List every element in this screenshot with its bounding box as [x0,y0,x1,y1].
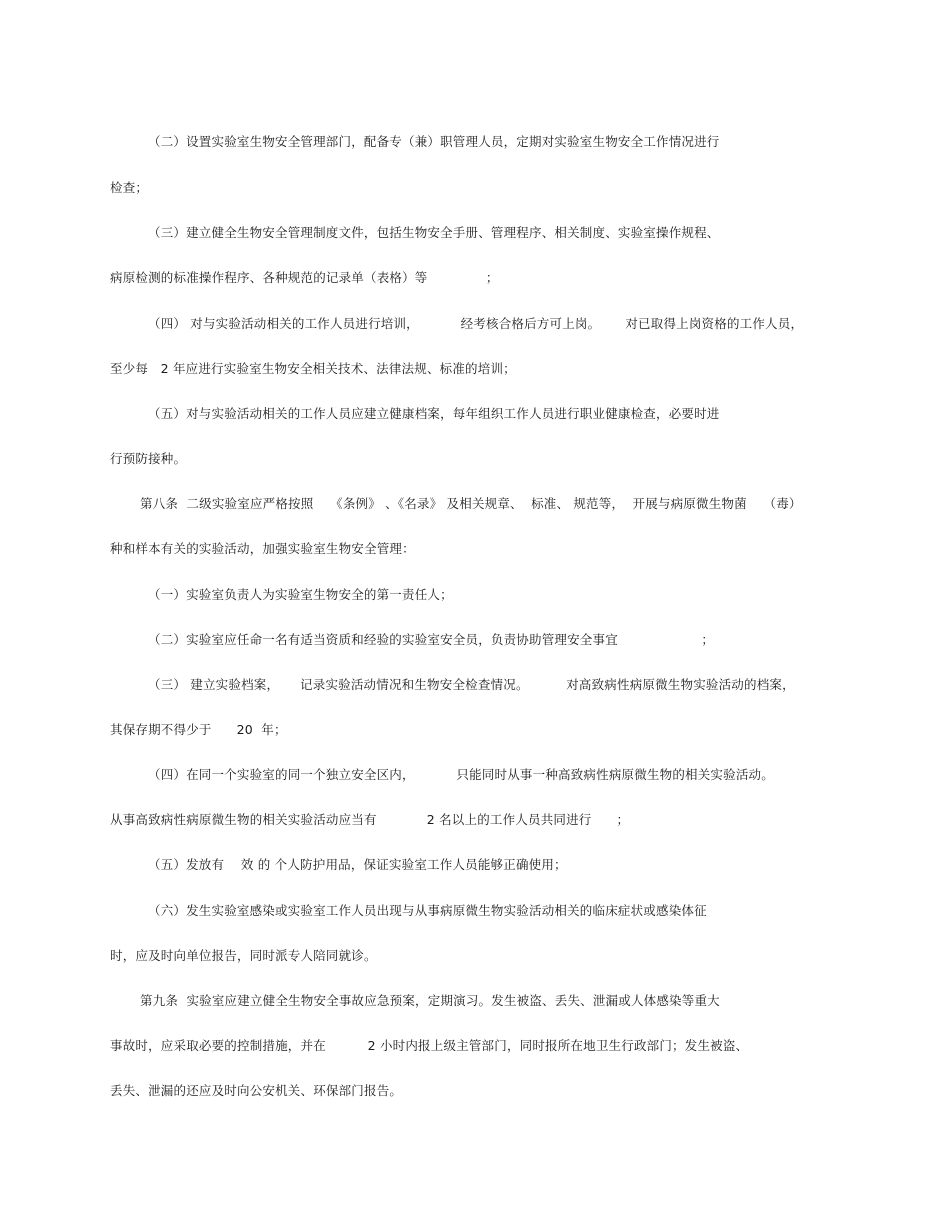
paragraph-line: （四）在同一个实验室的同一个独立安全区内， 只能同时从事一种高致病性病原微生物的相关实验活动。 [148,767,774,782]
paragraph-line: （一）实验室负责人为实验室生物安全的第一责任人； [148,587,453,602]
paragraph-line: （五）对与实验活动相关的工作人员应建立健康档案，每年组织工作人员进行职业健康检查，必要时进 [148,406,720,421]
paragraph-line: （五）发放有 效 的 个人防护用品，保证实验室工作人员能够正确使用； [148,857,567,872]
paragraph-line: 种和样本有关的实验活动，加强实验室生物安全管理： [110,541,415,556]
paragraph-line: 病原检测的标准操作程序、各种规范的记录单（表格）等 ； [110,270,499,285]
paragraph-line: 其保存期不得少于 20 年； [110,722,287,737]
paragraph-line: （三） 建立实验档案， 记录实验活动情况和生物安全检查情况。 对高致病性病原微生物实验活动的档案， [148,677,795,692]
paragraph-line: 检查； [110,180,149,195]
paragraph-line: （二）设置实验室生物安全管理部门，配备专（兼）职管理人员，定期对实验室生物安全工作情况进行 [148,134,720,149]
paragraph-line: 从事高致病性病原微生物的相关实验活动应当有 2 名以上的工作人员共同进行 ； [110,812,630,827]
paragraph-line: 时，应及时向单位报告，同时派专人陪同就诊。 [110,948,377,963]
paragraph-line: （六）发生实验室感染或实验室工作人员出现与从事病原微生物实验活动相关的临床症状或感染体征 [148,903,707,918]
paragraph-line: （四） 对与实验活动相关的工作人员进行培训， 经考核合格后方可上岗。 对已取得上岗资格的工作人员， [148,316,804,331]
paragraph-line: 事故时，应采取必要的控制措施，并在 2 小时内报上级主管部门，同时报所在地卫生行政部门；发生被盗、 [110,1038,749,1053]
paragraph-line: （二）实验室应任命一名有适当资质和经验的实验室安全员，负责协助管理安全事宜 ； [148,632,715,647]
article-heading-line: 第九条 实验室应建立健全生物安全事故应急预案，定期演习。发生被盗、丢失、泄漏或人体感染等重大 [140,993,720,1008]
paragraph-line: 至少每 2 年应进行实验室生物安全相关技术、法律法规、标准的培训； [110,361,516,376]
article-heading-line: 第八条 二级实验室应严格按照 《条例》 、《名录》 及相关规章、 标准、 规范等， 开展与病原微生物菌 （毒） [140,496,802,511]
paragraph-line: 丢失、泄漏的还应及时向公安机关、环保部门报告。 [110,1083,403,1098]
paragraph-line: 行预防接种。 [110,451,187,466]
paragraph-line: （三）建立健全生物安全管理制度文件，包括生物安全手册、管理程序、相关制度、实验室操作规程、 [148,225,720,240]
